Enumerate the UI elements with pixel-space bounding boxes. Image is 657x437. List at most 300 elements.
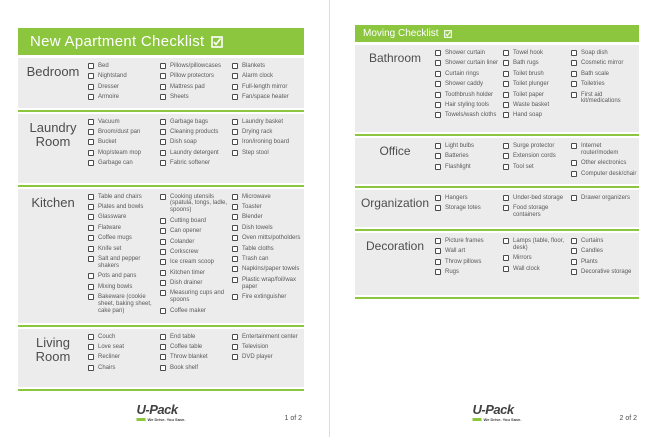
checklist-item — [571, 269, 639, 276]
checklist-item — [88, 235, 160, 242]
section-living-room — [18, 329, 304, 387]
checklist-column — [160, 194, 232, 320]
checklist-item-label: Extension cords — [513, 153, 556, 160]
checklist-item-label: Towel hook — [513, 50, 544, 56]
checklist-item — [503, 195, 571, 202]
checkbox-icon[interactable] — [160, 73, 166, 79]
upack-logo-tagline: We Drive. You Save. — [483, 417, 522, 422]
checkbox-icon[interactable] — [160, 160, 166, 166]
checkbox-icon[interactable] — [232, 235, 238, 241]
checkbox-icon[interactable] — [160, 139, 166, 145]
checklist-item — [435, 102, 503, 109]
checkbox-icon[interactable] — [88, 344, 94, 350]
checklist-item-label: Picture frames — [445, 238, 484, 245]
checkbox-icon[interactable] — [160, 129, 166, 135]
checklist-item — [571, 238, 639, 245]
checklist-item-label: Ice cream scoop — [170, 259, 215, 266]
checklist-item-label: Shower curtain — [445, 50, 486, 56]
section-label: Office — [379, 144, 411, 158]
checklist-item — [435, 153, 503, 160]
checkbox-icon[interactable] — [88, 150, 94, 156]
section-divider — [18, 110, 304, 112]
checklist-item — [503, 71, 571, 78]
checkbox-icon[interactable] — [435, 164, 441, 170]
checklist-item — [160, 334, 232, 341]
checklist-item-label: Curtains — [581, 238, 604, 245]
checkbox-icon[interactable] — [232, 277, 238, 283]
checklist-item — [160, 308, 232, 315]
checkbox-icon[interactable] — [88, 63, 94, 69]
checked-checkbox-icon — [444, 30, 452, 38]
checkbox-icon[interactable] — [160, 84, 166, 90]
checklist-item — [88, 204, 160, 211]
checklist-item — [503, 60, 571, 67]
checklist-item — [571, 171, 639, 178]
checkbox-icon[interactable] — [160, 194, 166, 200]
checklist-item-label: Toiletries — [581, 81, 605, 88]
section-label: Bathroom — [368, 51, 422, 65]
checklist-item — [88, 129, 160, 136]
checkbox-icon[interactable] — [232, 256, 238, 262]
checkbox-icon[interactable] — [88, 84, 94, 90]
checkbox-icon[interactable] — [232, 225, 238, 231]
checklist-item — [232, 354, 304, 361]
checklist-item-label: Can opener — [170, 228, 202, 235]
checklist-item-label: Lamps (table, floor, desk) — [513, 238, 565, 251]
checkbox-icon[interactable] — [88, 246, 94, 252]
checklist-item-label: Corkscrew — [170, 248, 199, 255]
checklist-item-label: Couch — [98, 333, 116, 340]
checklist-item — [88, 365, 160, 372]
checklist-item — [435, 205, 503, 212]
checkbox-icon[interactable] — [435, 143, 441, 149]
checkbox-icon[interactable] — [88, 119, 94, 125]
checkbox-icon[interactable] — [435, 102, 441, 108]
checkbox-icon[interactable] — [571, 238, 577, 244]
upack-logo-text: U-Pack — [136, 402, 178, 417]
checkbox-icon[interactable] — [571, 50, 577, 56]
checkbox-icon[interactable] — [88, 225, 94, 231]
checklist-item — [88, 194, 160, 201]
checklist-item-label: Dish soap — [170, 139, 197, 146]
checklist-item — [232, 277, 304, 291]
checklist-item — [88, 73, 160, 80]
checklist-item — [435, 195, 503, 202]
checkbox-icon[interactable] — [88, 194, 94, 200]
checkbox-icon[interactable] — [88, 73, 94, 79]
page-right — [355, 25, 639, 426]
checklist-item — [88, 119, 160, 126]
checklist-item-label: Under-bed storage — [513, 195, 564, 202]
checkbox-icon[interactable] — [503, 71, 509, 77]
checkbox-icon[interactable] — [160, 308, 166, 314]
checkbox-icon[interactable] — [160, 259, 166, 265]
checkbox-icon[interactable] — [160, 270, 166, 276]
upack-logo-text: U-Pack — [472, 402, 514, 417]
checklist-item — [160, 94, 232, 101]
checklist-item-label: Storage totes — [445, 205, 481, 212]
checklist-item-label: Mop/steam mop — [98, 149, 142, 156]
checklist-item — [88, 334, 160, 341]
checkbox-icon[interactable] — [160, 150, 166, 156]
checklist-item-label: Hand soap — [513, 112, 543, 119]
checklist-item — [503, 238, 571, 252]
checklist-item — [503, 92, 571, 99]
checklist-item-label: DVD player — [242, 354, 273, 361]
checkbox-icon[interactable] — [88, 204, 94, 210]
checkbox-icon[interactable] — [503, 112, 509, 118]
checklist-item-label: Armoire — [98, 94, 120, 101]
checkbox-icon[interactable] — [232, 344, 238, 350]
checklist-item-label: Laundry detergent — [170, 149, 219, 156]
checkbox-icon[interactable] — [571, 143, 577, 149]
checkbox-icon[interactable] — [571, 248, 577, 254]
page-left — [18, 28, 304, 426]
checked-checkbox-icon — [211, 36, 223, 48]
checkbox-icon[interactable] — [503, 60, 509, 66]
checkbox-icon[interactable] — [160, 63, 166, 69]
checklist-item-label: Dish towels — [242, 224, 273, 231]
checklist-item-label: Coffee maker — [170, 307, 206, 314]
checklist-item-label: Toothbrush holder — [445, 91, 494, 98]
checkbox-icon[interactable] — [232, 214, 238, 220]
section-bedroom — [18, 58, 304, 108]
checklist-item-label: Table and chairs — [98, 193, 142, 200]
checklist-item-label: Nightstand — [98, 73, 127, 80]
checkbox-icon[interactable] — [232, 84, 238, 90]
section-divider — [355, 297, 639, 299]
checkbox-icon[interactable] — [160, 228, 166, 234]
checklist-item — [160, 239, 232, 246]
checklist-item — [88, 284, 160, 291]
checklist-item-label: Oven mitts/potholders — [242, 235, 301, 242]
page-title-bar — [355, 25, 639, 42]
checklist-item — [571, 71, 639, 78]
checkbox-icon[interactable] — [435, 92, 441, 98]
checklist-item — [503, 102, 571, 109]
checklist-item — [435, 92, 503, 99]
checklist-item — [232, 214, 304, 221]
checkbox-icon[interactable] — [160, 218, 166, 224]
checklist-item-label: Recliner — [98, 354, 121, 361]
checklist-item — [435, 164, 503, 171]
checklist-item-label: Wall art — [445, 248, 466, 255]
checkbox-icon[interactable] — [435, 60, 441, 66]
checklist-column — [232, 63, 304, 105]
checklist-column — [160, 119, 232, 180]
checkbox-icon[interactable] — [435, 248, 441, 254]
checklist-item-label: Glassware — [98, 214, 127, 221]
checklist-item-label: Coffee table — [170, 343, 203, 350]
checkbox-icon[interactable] — [232, 204, 238, 210]
checklist-item-label: Soap dish — [581, 50, 608, 56]
section-bathroom — [355, 45, 639, 132]
checklist-item — [88, 63, 160, 70]
checkbox-icon[interactable] — [160, 354, 166, 360]
page-title: Moving Checklist — [363, 28, 439, 39]
checklist-item — [571, 81, 639, 88]
checkbox-icon[interactable] — [571, 71, 577, 77]
checkbox-icon[interactable] — [88, 354, 94, 360]
checkbox-icon[interactable] — [232, 73, 238, 79]
checkbox-icon[interactable] — [503, 143, 509, 149]
checkbox-icon[interactable] — [503, 238, 509, 244]
checklist-item-label: First aid kit/medications — [581, 91, 621, 105]
checklist-item — [571, 248, 639, 255]
checkbox-icon[interactable] — [232, 129, 238, 135]
checklist-item — [503, 81, 571, 88]
checklist-item — [160, 160, 232, 167]
checklist-item-label: Trash can — [242, 255, 269, 262]
checklist-item-label: Plates and bowls — [98, 203, 144, 210]
checklist-item-label: Internet router/modem — [581, 143, 619, 156]
checkbox-icon[interactable] — [232, 150, 238, 156]
section-label: Laundry Room — [29, 119, 77, 149]
checkbox-icon[interactable] — [160, 239, 166, 245]
checklist-item-label: Toilet paper — [513, 91, 545, 98]
checklist-item-label: Rugs — [445, 269, 460, 276]
checklist-item — [160, 354, 232, 361]
checklist-item — [160, 259, 232, 266]
checklist-item-label: Bath rugs — [513, 60, 539, 67]
checkbox-icon[interactable] — [160, 119, 166, 125]
checklist-item — [503, 50, 571, 57]
checklist-item — [160, 119, 232, 126]
checklist-item-label: Decorative storage — [581, 269, 632, 276]
checklist-item — [232, 256, 304, 263]
checklist-item — [232, 246, 304, 253]
checkbox-icon[interactable] — [503, 205, 509, 211]
checkbox-icon[interactable] — [232, 139, 238, 145]
section-label: Organization — [360, 196, 430, 211]
checkbox-icon[interactable] — [160, 249, 166, 255]
checkbox-icon[interactable] — [435, 195, 441, 201]
checkbox-icon[interactable] — [160, 344, 166, 350]
checklist-item — [160, 73, 232, 80]
checkbox-icon[interactable] — [503, 255, 509, 261]
checkbox-icon[interactable] — [435, 112, 441, 118]
section-divider — [18, 185, 304, 187]
checklist-column — [435, 143, 503, 181]
checkbox-icon[interactable] — [160, 365, 166, 371]
checkbox-icon[interactable] — [232, 354, 238, 360]
checkbox-icon[interactable] — [232, 63, 238, 69]
checkbox-icon[interactable] — [435, 81, 441, 87]
checklist-item-label: Pillows/pillowcases — [170, 63, 222, 69]
checkbox-icon[interactable] — [571, 81, 577, 87]
checkbox-icon[interactable] — [160, 290, 166, 296]
checklist-item — [571, 195, 639, 202]
checklist-item-label: Measuring cups and spoons — [170, 290, 225, 304]
checklist-item-label: Fabric softener — [170, 160, 211, 167]
checkbox-icon[interactable] — [571, 259, 577, 265]
checkbox-icon[interactable] — [571, 160, 577, 166]
checklist-item-label: Bath scale — [581, 70, 610, 77]
checklist-item — [232, 344, 304, 351]
checklist-item — [232, 150, 304, 157]
checklist-column — [503, 195, 571, 224]
checkbox-icon[interactable] — [88, 256, 94, 262]
checkbox-icon[interactable] — [503, 153, 509, 159]
checklist-item — [503, 153, 571, 160]
checklist-item-label: Laundry basket — [242, 118, 284, 125]
checklist-item-label: Blankets — [242, 63, 266, 69]
checkbox-icon[interactable] — [88, 160, 94, 166]
upack-logo — [136, 403, 185, 422]
checkbox-icon[interactable] — [88, 294, 94, 300]
checkbox-icon[interactable] — [88, 284, 94, 290]
checklist-column — [232, 194, 304, 320]
checkbox-icon[interactable] — [88, 94, 94, 100]
checkbox-icon[interactable] — [160, 334, 166, 340]
checkbox-icon[interactable] — [571, 195, 577, 201]
checklist-item — [435, 50, 503, 57]
checkbox-icon[interactable] — [88, 334, 94, 340]
checklist-item-label: Pots and pans — [98, 273, 137, 280]
section-divider — [355, 134, 639, 136]
page-title-bar — [18, 28, 304, 55]
checklist-item-label: Mattress pad — [170, 83, 205, 90]
checklist-column — [88, 334, 160, 384]
checkbox-icon[interactable] — [232, 119, 238, 125]
checklist-item-label: Tool set — [513, 163, 534, 170]
checklist-item-label: Step stool — [242, 149, 269, 156]
checkbox-icon[interactable] — [503, 266, 509, 272]
checklist-item-label: Cosmetic mirror — [581, 60, 624, 67]
checkbox-icon[interactable] — [571, 171, 577, 177]
checklist-item — [160, 84, 232, 91]
checkbox-icon[interactable] — [503, 50, 509, 56]
section-divider — [355, 186, 639, 188]
checkbox-icon[interactable] — [435, 238, 441, 244]
checkbox-icon[interactable] — [88, 365, 94, 371]
checklist-item-label: Kitchen timer — [170, 269, 206, 276]
checklist-item — [88, 225, 160, 232]
checkbox-icon[interactable] — [435, 50, 441, 56]
checklist-item — [232, 194, 304, 201]
checklist-item-label: Cutting board — [170, 217, 207, 224]
checkbox-icon[interactable] — [88, 214, 94, 220]
checkbox-icon[interactable] — [571, 92, 577, 98]
checklist-column — [571, 195, 639, 224]
checklist-item-label: Dish drainer — [170, 280, 203, 287]
checklist-item — [232, 235, 304, 242]
checkbox-icon[interactable] — [232, 334, 238, 340]
checklist-item — [232, 94, 304, 101]
checkbox-icon[interactable] — [88, 129, 94, 135]
checkbox-icon[interactable] — [435, 205, 441, 211]
checklist-item — [435, 112, 503, 119]
checkbox-icon[interactable] — [435, 269, 441, 275]
checklist-item-label: Curtain rings — [445, 70, 480, 77]
checklist-item-label: Toaster — [242, 203, 262, 210]
checkbox-icon[interactable] — [88, 235, 94, 241]
checkbox-icon[interactable] — [232, 94, 238, 100]
upack-logo — [472, 403, 521, 422]
checklist-item-label: Shower caddy — [445, 81, 484, 88]
checklist-item — [160, 365, 232, 372]
checklist-item — [88, 84, 160, 91]
checklist-item — [160, 249, 232, 256]
checklist-item — [503, 164, 571, 171]
checklist-item-label: Drying rack — [242, 128, 273, 135]
checklist-item-label: Garbage bags — [170, 118, 209, 125]
checkbox-icon[interactable] — [571, 60, 577, 66]
checkbox-icon[interactable] — [88, 273, 94, 279]
checklist-column — [435, 238, 503, 292]
checkbox-icon[interactable] — [571, 269, 577, 275]
section-divider — [18, 389, 304, 391]
checklist-item-label: Chairs — [98, 364, 116, 371]
checkbox-icon[interactable] — [503, 164, 509, 170]
checklist-column — [571, 50, 639, 129]
checklist-item-label: Garbage can — [98, 160, 133, 167]
checklist-item — [232, 73, 304, 80]
checklist-item — [435, 259, 503, 266]
sections — [355, 45, 639, 299]
checkbox-icon[interactable] — [232, 266, 238, 272]
checklist-item — [88, 160, 160, 167]
checklist-item — [160, 194, 232, 215]
checkbox-icon[interactable] — [503, 81, 509, 87]
checklist-item-label: Plastic wrap/foil/wax paper — [242, 276, 297, 290]
checklist-item-label: Other electronics — [581, 160, 627, 167]
checklist-column — [435, 50, 503, 129]
checklist-item-label: Bakeware (cookie sheet, baking sheet, cake pan) — [98, 293, 152, 314]
checklist-item-label: Vacuum — [98, 118, 120, 125]
checkbox-icon[interactable] — [232, 246, 238, 252]
checkbox-icon[interactable] — [160, 280, 166, 286]
checklist-item-label: Knife set — [98, 245, 122, 252]
checklist-item-label: Plants — [581, 258, 598, 265]
section-label: Decoration — [365, 239, 425, 254]
checkbox-icon[interactable] — [88, 139, 94, 145]
checklist-item — [232, 334, 304, 341]
checklist-item — [88, 150, 160, 157]
checkbox-icon[interactable] — [232, 194, 238, 200]
checkbox-icon[interactable] — [503, 195, 509, 201]
checklist-item — [435, 71, 503, 78]
upack-logo-bar — [136, 418, 145, 421]
checkbox-icon[interactable] — [435, 153, 441, 159]
checklist-item-label: Napkins/paper towels — [242, 266, 300, 273]
checkbox-icon[interactable] — [503, 92, 509, 98]
checklist-item — [571, 259, 639, 266]
checklist-item-label: Sheets — [170, 94, 189, 101]
checklist-column — [160, 334, 232, 384]
checklist-item — [232, 129, 304, 136]
checklist-item — [435, 60, 503, 67]
section-office — [355, 138, 639, 184]
checklist-item — [232, 63, 304, 70]
checkbox-icon[interactable] — [435, 259, 441, 265]
checkbox-icon[interactable] — [503, 102, 509, 108]
checkbox-icon[interactable] — [435, 71, 441, 77]
checklist-item — [160, 129, 232, 136]
checklist-item-label: Television — [242, 343, 269, 350]
checklist-item — [88, 354, 160, 361]
checklist-item — [232, 266, 304, 273]
checkbox-icon[interactable] — [232, 294, 238, 300]
page-title: New Apartment Checklist — [30, 33, 205, 50]
checklist-item-label: Throw pillows — [445, 258, 482, 265]
section-kitchen — [18, 189, 304, 323]
checkbox-icon[interactable] — [160, 94, 166, 100]
checklist-item-label: Love seat — [98, 343, 125, 350]
checklist-item — [435, 269, 503, 276]
checklist-item-label: Entertainment center — [242, 333, 298, 340]
checklist-item-label: Computer desk/chair — [581, 170, 637, 177]
